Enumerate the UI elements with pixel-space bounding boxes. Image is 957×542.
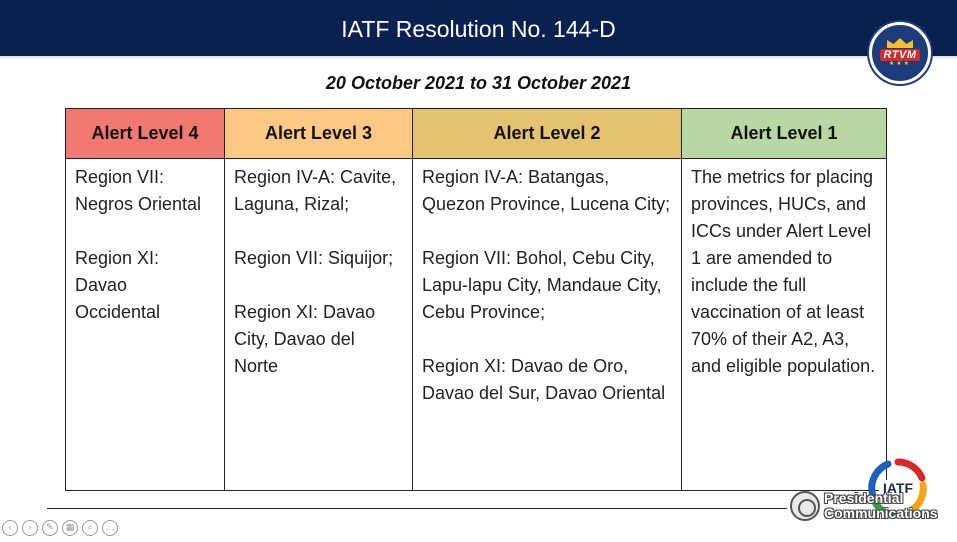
alert-level-2-header: Alert Level 2 — [413, 109, 682, 159]
alert-level-4-header: Alert Level 4 — [66, 109, 225, 159]
table-paragraph: Region IV-A: Cavite, Laguna, Rizal; — [234, 167, 397, 214]
table-paragraph: Region VII: Siquijor; — [234, 248, 394, 268]
alert-level-1-header: Alert Level 1 — [682, 109, 887, 159]
title-bar — [0, 0, 957, 56]
table-paragraph: Region XI: Davao Occidental — [75, 248, 161, 322]
pcoo-line-2: Communications — [824, 505, 938, 521]
table-paragraph: Region XI: Davao de Oro, Davao del Sur, Davao Oriental — [422, 356, 666, 403]
footer-divider — [47, 508, 787, 509]
table-paragraph: The metrics for placing provinces, HUCs, and ICCs under Alert Level 1 are amended to include the full vaccination of at least 70% of their A2, A3, and eligible population. — [691, 167, 876, 376]
zoom-icon[interactable]: ⌕ — [82, 520, 98, 536]
more-options-icon[interactable]: … — [102, 520, 118, 536]
slide-navigation-controls — [2, 520, 118, 536]
title-bar-shadow — [0, 56, 957, 60]
table-paragraph: Region VII: Negros Oriental — [75, 167, 202, 214]
alert-level-table — [65, 108, 887, 491]
alert-level-3-header: Alert Level 3 — [225, 109, 413, 159]
alert-level-4-cell — [66, 159, 225, 491]
pen-icon[interactable]: ✎ — [42, 520, 58, 536]
rtvm-logo-text: RTVM — [880, 49, 921, 61]
alert-level-1-cell — [682, 159, 887, 491]
table-paragraph: Region IV-A: Batangas, Quezon Province, Lucena City; — [422, 167, 671, 214]
presidential-communications-text — [824, 491, 938, 521]
table-paragraph: Region XI: Davao City, Davao del Norte — [234, 302, 376, 376]
alert-level-2-cell — [413, 159, 682, 491]
alert-level-3-cell — [225, 159, 413, 491]
presidential-communications-seal-icon — [790, 491, 820, 521]
next-slide-icon[interactable]: › — [22, 520, 38, 536]
table-paragraph: Region VII: Bohol, Cebu City, Lapu-lapu City, Mandaue City, Cebu Province; — [422, 248, 662, 322]
slides-icon[interactable]: ▦ — [62, 520, 78, 536]
pcoo-line-1: Presidential — [824, 490, 904, 506]
crown-icon — [887, 38, 913, 48]
date-range: 20 October 2021 to 31 October 2021 — [325, 73, 632, 93]
presidential-communications-logo — [790, 491, 938, 521]
previous-slide-icon[interactable]: ‹ — [2, 520, 18, 536]
stars-icon: ★★★ — [888, 61, 912, 67]
iatf-logo-text: IATF — [882, 480, 914, 496]
slide-title: IATF Resolution No. 144-D — [341, 15, 616, 42]
